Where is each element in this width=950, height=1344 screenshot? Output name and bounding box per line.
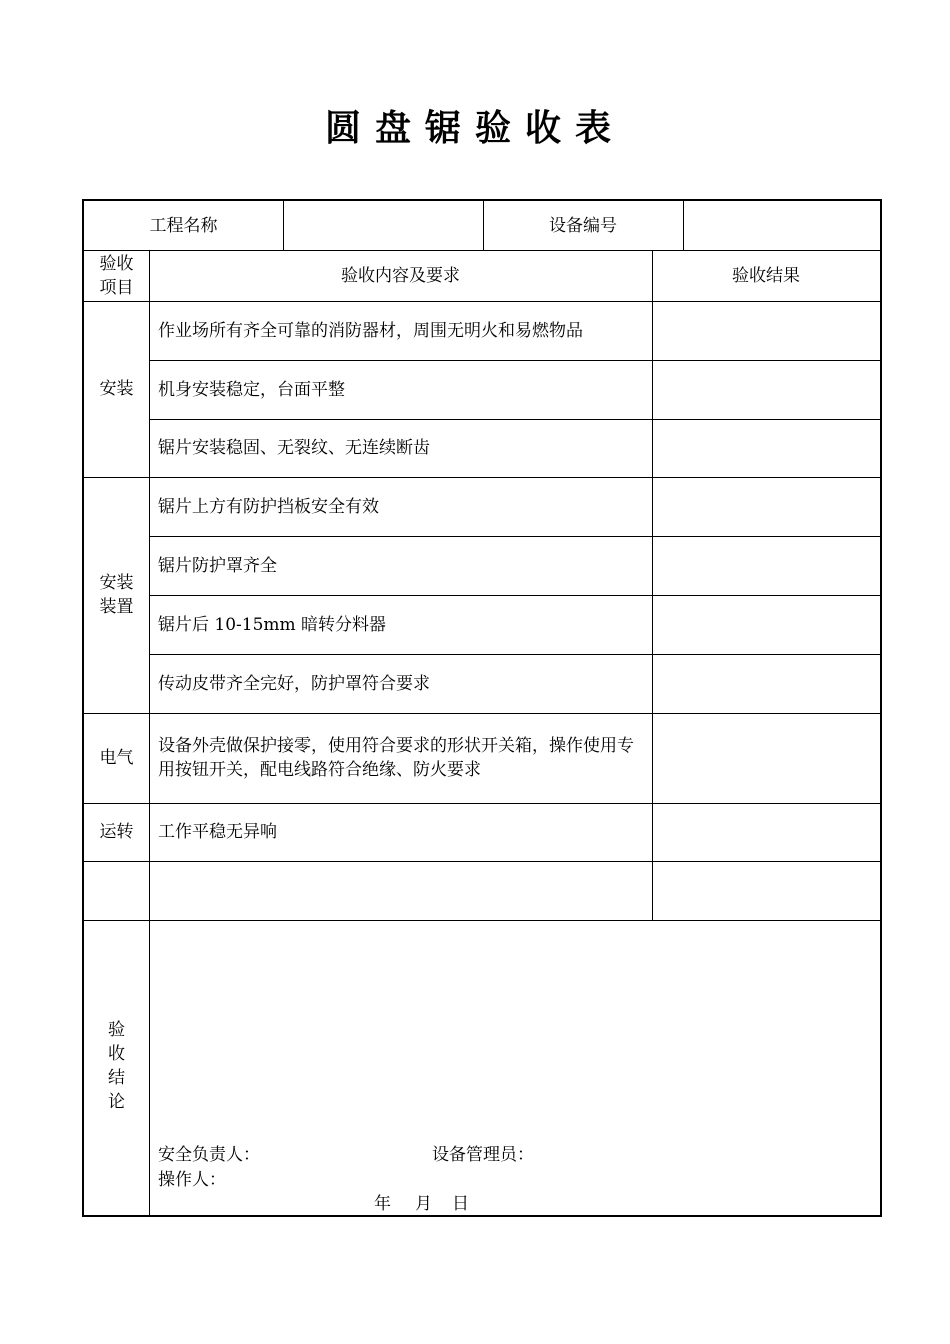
blank-result-cell[interactable] xyxy=(652,861,880,920)
result-cell[interactable] xyxy=(652,301,880,360)
result-cell[interactable] xyxy=(652,419,880,477)
row-divider xyxy=(149,654,880,655)
row-divider xyxy=(84,920,880,921)
equipment-number-field[interactable] xyxy=(683,201,880,250)
operator-label: 操作人： xyxy=(158,1170,226,1190)
requirement-row: 锯片防护罩齐全 xyxy=(158,555,277,576)
requirement-row: 锯片上方有防护挡板安全有效 xyxy=(158,496,379,517)
section-label-electrical: 电气 xyxy=(99,748,134,768)
conclusion-char: 收 xyxy=(108,1043,125,1064)
row-divider xyxy=(84,477,880,478)
date-month: 月 xyxy=(415,1194,432,1214)
row-divider xyxy=(149,419,880,420)
row-divider xyxy=(149,595,880,596)
row-divider xyxy=(84,861,880,862)
requirement-row: 传动皮带齐全完好，防护罩符合要求 xyxy=(158,673,430,694)
row-divider xyxy=(84,803,880,804)
result-cell[interactable] xyxy=(652,360,880,419)
item-header-line1: 验收 xyxy=(99,253,134,274)
row-divider xyxy=(149,360,880,361)
conclusion-char: 论 xyxy=(108,1091,125,1112)
content-column-header: 验收内容及要求 xyxy=(341,265,460,286)
result-cell[interactable] xyxy=(652,595,880,654)
acceptance-table xyxy=(82,199,882,1217)
blank-content-cell[interactable] xyxy=(149,861,652,920)
date-day: 日 xyxy=(452,1194,469,1214)
result-cell[interactable] xyxy=(652,536,880,595)
column-divider xyxy=(683,201,684,250)
column-divider xyxy=(652,250,653,920)
safety-officer-label: 安全负责人： xyxy=(158,1145,260,1165)
requirement-row: 锯片后 10-15mm 暗转分料器 xyxy=(158,614,387,635)
project-name-label: 工程名称 xyxy=(149,215,218,236)
equipment-number-label: 设备编号 xyxy=(549,215,617,236)
item-header-line2: 项目 xyxy=(99,277,134,298)
blank-item-cell[interactable] xyxy=(84,861,149,920)
section-label-line2: 装置 xyxy=(99,597,134,617)
column-divider xyxy=(283,201,284,250)
requirement-row: 锯片安装稳固、无裂纹、无连续断齿 xyxy=(158,438,430,458)
page-title: 圆盘锯验收表 xyxy=(324,107,625,149)
section-label-line1: 安装 xyxy=(99,573,134,593)
requirement-row: 机身安装稳定，台面平整 xyxy=(158,379,345,400)
result-cell[interactable] xyxy=(652,654,880,713)
date-year: 年 xyxy=(374,1194,391,1214)
requirement-row: 作业场所有齐全可靠的消防器材，周围无明火和易燃物品 xyxy=(158,320,583,341)
requirement-row: 工作平稳无异响 xyxy=(158,822,277,842)
conclusion-char: 验 xyxy=(108,1019,125,1040)
row-divider xyxy=(84,250,880,251)
column-divider xyxy=(149,250,150,1215)
section-label-operation: 运转 xyxy=(99,822,134,842)
result-cell[interactable] xyxy=(652,713,880,803)
section-label-conclusion xyxy=(84,920,149,1215)
conclusion-area[interactable] xyxy=(149,920,880,1215)
section-label-install: 安装 xyxy=(99,379,134,399)
result-cell[interactable] xyxy=(652,803,880,861)
equipment-manager-label: 设备管理员： xyxy=(432,1145,534,1165)
item-column-header xyxy=(84,250,149,301)
row-divider xyxy=(84,301,880,302)
result-column-header: 验收结果 xyxy=(732,265,800,286)
column-divider xyxy=(483,201,484,250)
requirement-row: 设备外壳做保护接零，使用符合要求的形状开关箱，操作使用专用按钮开关，配电线路符合绝缘、防火要求 xyxy=(158,736,634,780)
conclusion-char: 结 xyxy=(108,1067,125,1088)
row-divider xyxy=(149,536,880,537)
row-divider xyxy=(84,713,880,714)
project-name-field[interactable] xyxy=(283,201,483,250)
section-label-safety-device xyxy=(84,477,149,713)
result-cell[interactable] xyxy=(652,477,880,536)
